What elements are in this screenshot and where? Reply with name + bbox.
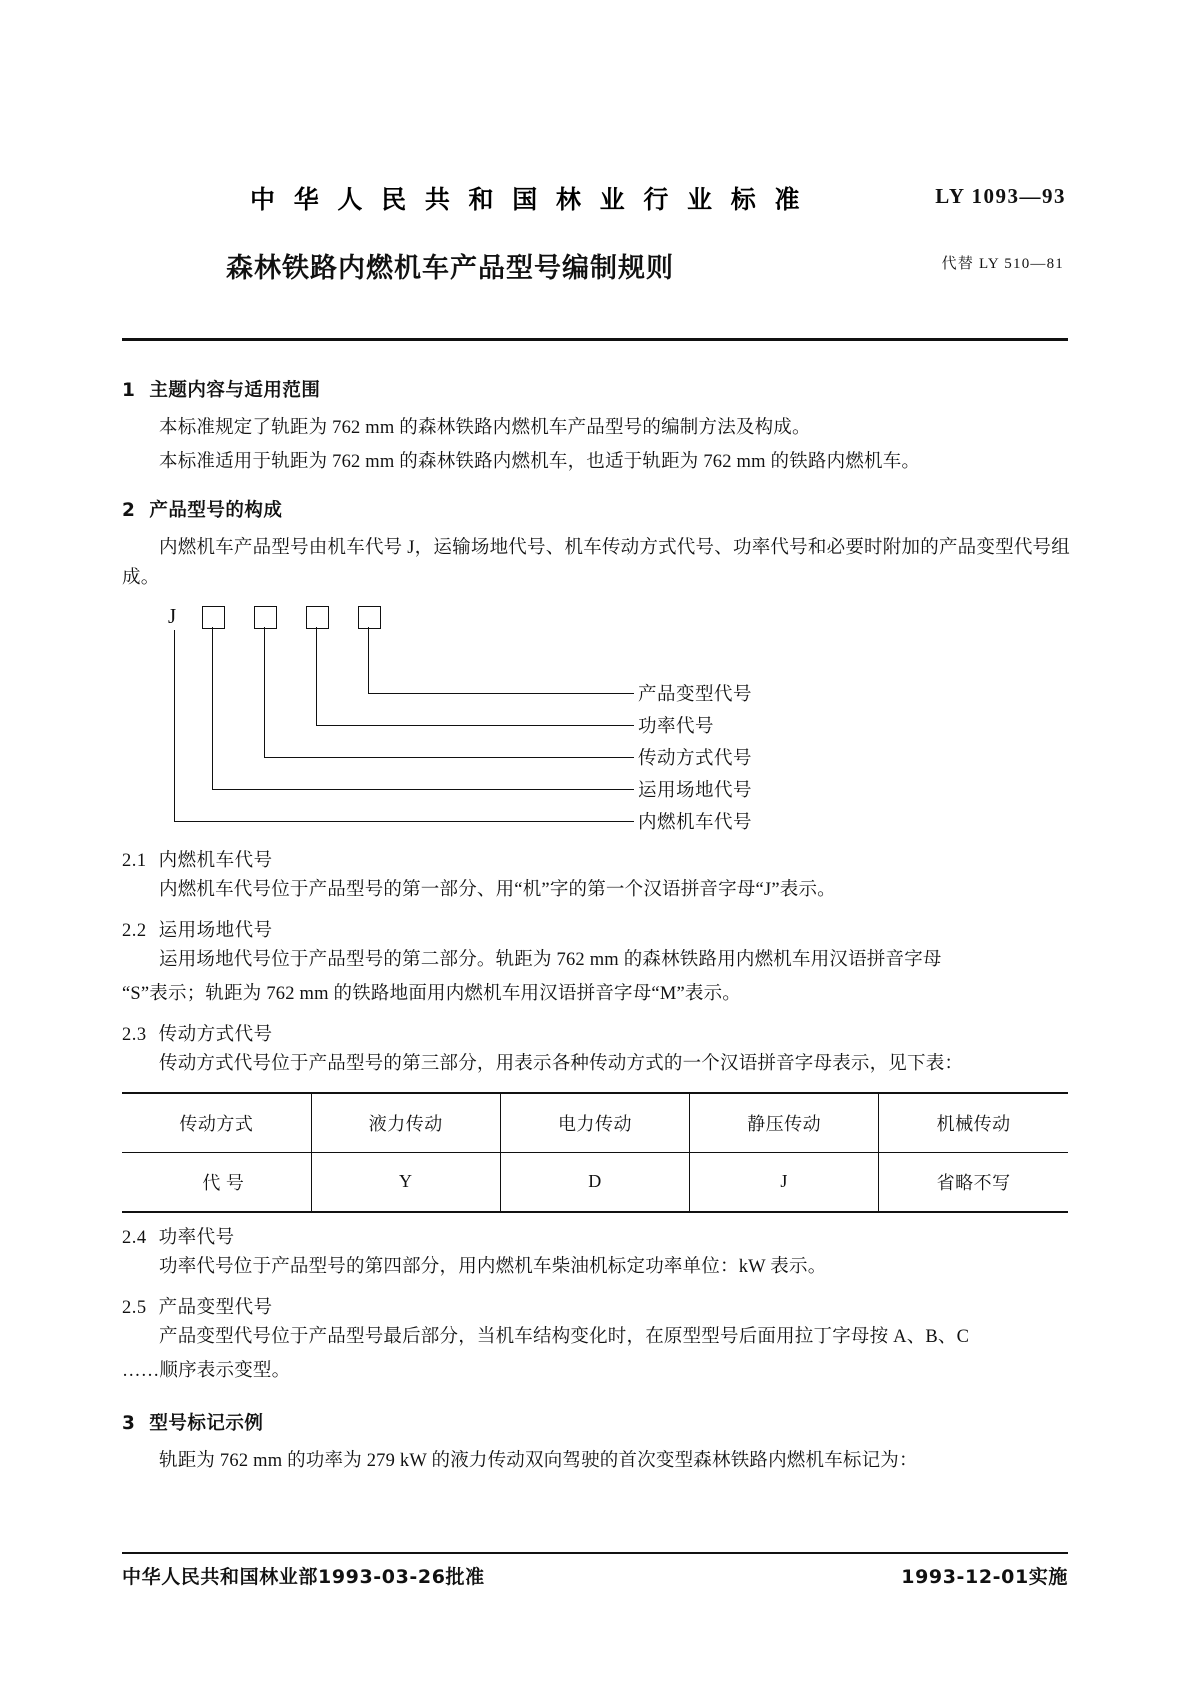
leader-line-horizontal-2: [212, 789, 634, 790]
section-2-1-title: 内燃机车代号: [158, 850, 273, 871]
section-2-4-heading: [122, 1223, 1070, 1249]
standard-number: LY 1093—93: [935, 184, 1066, 208]
model-code-structure-diagram: [122, 602, 1070, 833]
section-2-4-paragraph-1: 功率代号位于产品型号的第四部分，用内燃机车柴油机标定功率单位：kW 表示。: [159, 1256, 827, 1277]
diagram-label-transmission: 传动方式代号: [638, 748, 753, 769]
footer-implementation-date: 1993-12-01实施: [901, 1566, 1068, 1588]
leader-line-horizontal-1: [174, 821, 634, 822]
document-title: 森林铁路内燃机车产品型号编制规则: [226, 253, 674, 284]
section-2-title: 产品型号的构成: [149, 499, 283, 521]
section-2-5-heading: [122, 1293, 1070, 1319]
table-row-codes: [122, 1152, 1068, 1212]
table-cell-code-header: 代 号: [202, 1172, 245, 1193]
section-2-1-number: 2.1: [122, 850, 147, 871]
section-2-1-paragraph-1: 内燃机车代号位于产品型号的第一部分、用“机”字的第一个汉语拼音字母“J”表示。: [159, 879, 836, 900]
section-2-5-paragraph-1: 产品变型代号位于产品型号最后部分，当机车结构变化时，在原型型号后面用拉丁字母按 A、B、C: [159, 1326, 970, 1347]
masthead-container: [122, 0, 1070, 300]
table-cell-code-2: D: [500, 1152, 689, 1212]
leader-line-horizontal-3: [264, 757, 634, 758]
diagram-label-product-variant: 产品变型代号: [638, 684, 753, 705]
section-2-3-number: 2.3: [122, 1024, 147, 1045]
leader-line-vertical-3: [264, 627, 265, 757]
diagram-label-power: 功率代号: [638, 716, 715, 737]
section-2-4-number: 2.4: [122, 1227, 147, 1248]
footer-approval-text: 中华人民共和国林业部1993-03-26批准: [122, 1566, 485, 1588]
section-2-heading: [122, 496, 1070, 522]
table-cell-mode-4: 机械传动: [879, 1093, 1068, 1153]
section-2-2-title: 运用场地代号: [158, 920, 273, 941]
section-1-heading: [122, 376, 1070, 402]
diagram-box-1: [202, 606, 225, 629]
table-cell-code-3: J: [690, 1152, 879, 1212]
section-2-paragraph-1: 内燃机车产品型号由机车代号 J，运输场地代号、机车传动方式代号、功率代号和必要时附加的产品变型代号组成。: [122, 537, 1070, 588]
diagram-label-locomotive: 内燃机车代号: [638, 812, 753, 833]
footer-divider: [122, 1552, 1068, 1554]
leader-line-vertical-5: [368, 627, 369, 693]
section-3-paragraph-1: 轨距为 762 mm 的功率为 279 kW 的液力传动双向驾驶的首次变型森林铁路内燃机车标记为：: [159, 1450, 918, 1471]
section-2-2-paragraph-1: 运用场地代号位于产品型号的第二部分。轨距为 762 mm 的森林铁路用内燃机车用汉语拼音字母: [159, 949, 942, 970]
leader-line-vertical-2: [212, 627, 213, 789]
section-2-3-title: 传动方式代号: [158, 1024, 273, 1045]
diagram-prefix-letter: J: [168, 603, 177, 628]
masthead: [122, 180, 1070, 300]
diagram-label-operating-site: 运用场地代号: [638, 780, 753, 801]
table-cell-mode-header: 传动方式: [179, 1113, 254, 1134]
section-2-5-number: 2.5: [122, 1297, 147, 1318]
page-footer: [122, 1562, 1068, 1602]
leader-line-vertical-1: [174, 630, 175, 821]
section-1-paragraph-1: 本标准规定了轨距为 762 mm 的森林铁路内燃机车产品型号的编制方法及构成。: [159, 418, 811, 438]
leader-line-vertical-4: [316, 627, 317, 725]
section-1-paragraph-2: 本标准适用于轨距为 762 mm 的森林铁路内燃机车，也适于轨距为 762 mm 的铁路内燃机车。: [159, 451, 921, 472]
table-cell-mode-1: 液力传动: [311, 1093, 500, 1153]
leader-line-horizontal-4: [316, 725, 634, 726]
diagram-box-4: [358, 606, 381, 629]
leader-line-horizontal-5: [368, 693, 634, 694]
table-cell-code-4: 省略不写: [879, 1152, 1068, 1212]
table-cell-mode-3: 静压传动: [690, 1093, 879, 1153]
section-2-3-heading: [122, 1020, 1070, 1046]
table-cell-mode-2: 电力传动: [500, 1093, 689, 1153]
section-1-title: 主题内容与适用范围: [149, 380, 321, 401]
replaces-note: 代替 LY 510—81: [941, 256, 1064, 272]
section-2-5-paragraph-2: ……顺序表示变型。: [122, 1360, 291, 1381]
section-2-2-paragraph-2: “S”表示；轨距为 762 mm 的铁路地面用内燃机车用汉语拼音字母“M”表示。: [122, 983, 741, 1004]
table-row-modes: [122, 1093, 1068, 1153]
section-2-4-title: 功率代号: [158, 1227, 235, 1248]
section-3-title: 型号标记示例: [149, 1412, 264, 1434]
document-body: [122, 376, 1070, 1481]
diagram-box-3: [306, 606, 329, 629]
section-2-3-paragraph-1: 传动方式代号位于产品型号的第三部分，用表示各种传动方式的一个汉语拼音字母表示，见下表：: [159, 1053, 964, 1074]
section-2-2-heading: [122, 916, 1070, 942]
section-3-number: 3: [122, 1412, 136, 1434]
header-divider: [122, 338, 1068, 341]
diagram-box-2: [254, 606, 277, 629]
section-1-number: 1: [122, 380, 136, 401]
transmission-code-table: [122, 1092, 1068, 1213]
section-2-1-heading: [122, 846, 1070, 872]
section-2-5-title: 产品变型代号: [158, 1297, 273, 1318]
section-2-2-number: 2.2: [122, 920, 147, 941]
section-2-number: 2: [122, 499, 136, 521]
table-cell-code-1: Y: [311, 1152, 500, 1212]
section-3-heading: [122, 1409, 1070, 1435]
issuing-organization: 中 华 人 民 共 和 国 林 业 行 业 标 准: [250, 185, 805, 214]
